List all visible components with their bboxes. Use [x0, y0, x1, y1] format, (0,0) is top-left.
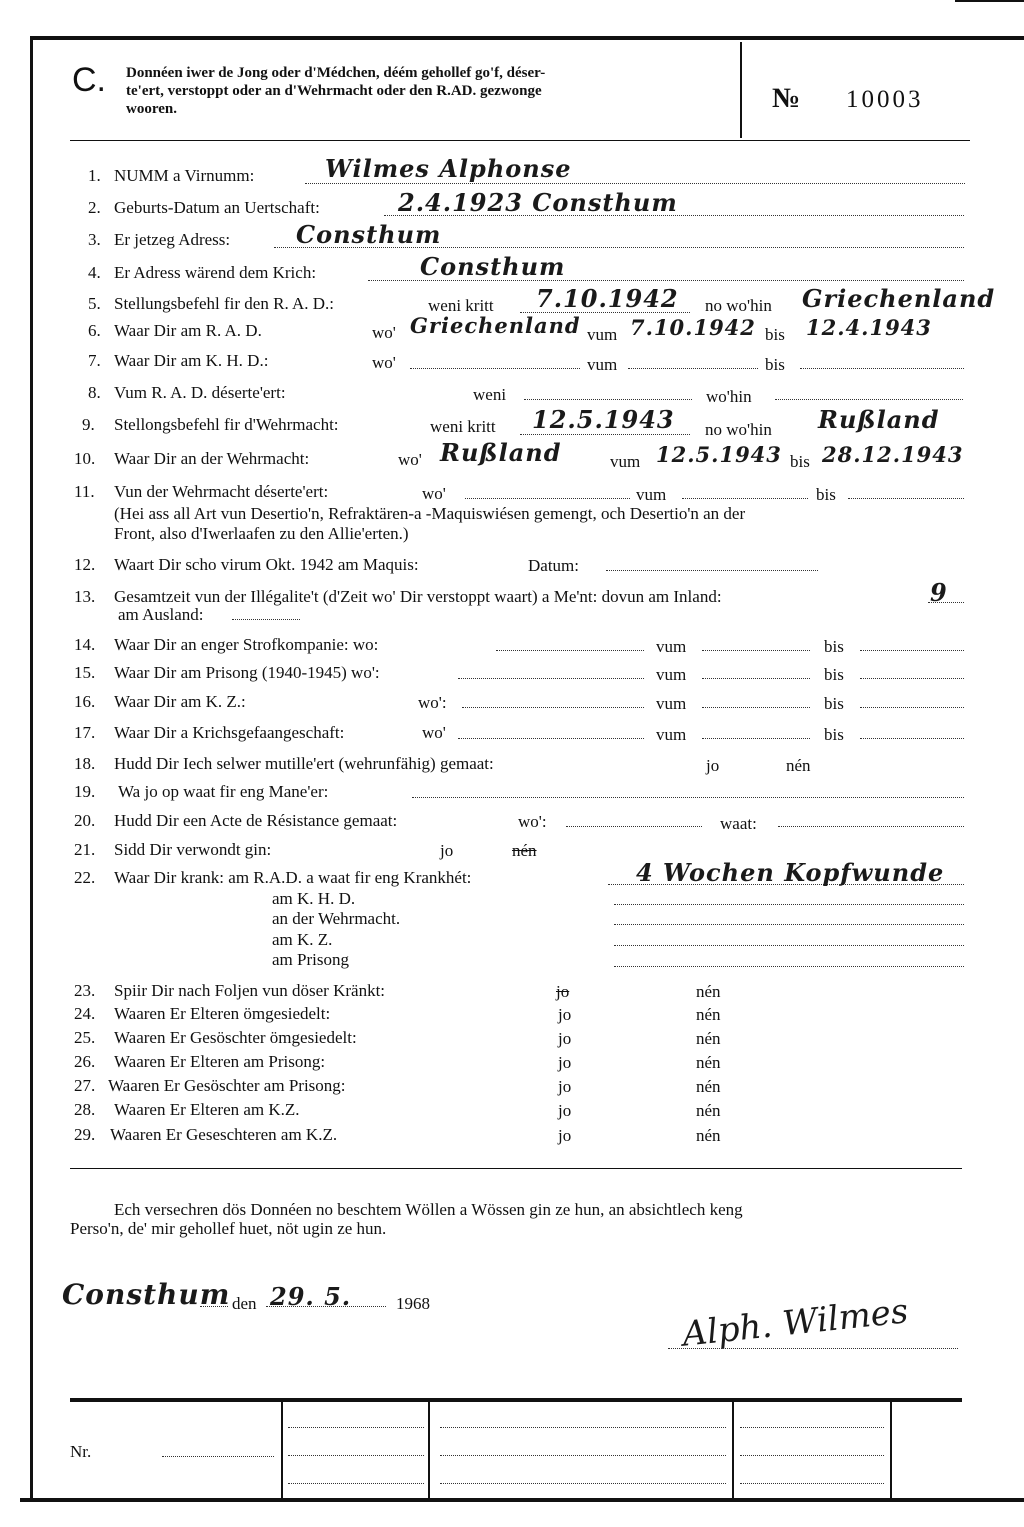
row-1-number: 1.: [88, 166, 101, 185]
header-title-1: Donnéen iwer de Jong oder d'Médchen, déém gehollef go'f, déser-: [126, 65, 546, 81]
row-9-where: Rußland: [818, 405, 940, 434]
row-13-ausland: am Ausland:: [118, 605, 204, 624]
row-7-where-field[interactable]: [410, 368, 580, 369]
declaration-rule: [70, 1168, 962, 1169]
row-10-to: 28.12.1943: [822, 442, 964, 467]
header-divider: [740, 42, 742, 138]
row-5-number: 5.: [88, 294, 101, 313]
row-21-nen[interactable]: nén: [512, 841, 537, 860]
row-26-number: 26.: [74, 1052, 96, 1071]
row-17-to-field[interactable]: [860, 738, 964, 739]
row-10-label: Waar Dir an der Wehrmacht:: [114, 449, 310, 468]
table-col-4: [890, 1402, 892, 1498]
row-23-number: 23.: [74, 981, 96, 1000]
row-11-to-field[interactable]: [848, 498, 964, 499]
row-4-label: Er Adress wärend dem Krich:: [114, 263, 317, 282]
row-26-label: Waaren Er Elteren am Prisong:: [114, 1052, 326, 1071]
row-17-from-field[interactable]: [702, 738, 810, 739]
nr-field[interactable]: [162, 1456, 274, 1457]
row-6-to: 12.4.1943: [806, 315, 932, 340]
row-22-sub-kz-field[interactable]: [614, 945, 964, 946]
footer-date: 29. 5.: [270, 1282, 352, 1311]
row-20-wo: wo':: [518, 812, 547, 831]
row-6-wo: wo': [372, 323, 396, 342]
row-8-number: 8.: [88, 383, 101, 402]
row-22-sub-wehrmacht: an der Wehrmacht.: [272, 909, 401, 928]
row-6-where: Griechenland: [410, 313, 581, 338]
row-27-nen[interactable]: nén: [696, 1077, 721, 1096]
row-13-inland-field[interactable]: [928, 602, 964, 603]
row-9-number: 9.: [82, 415, 95, 434]
row-8-weni: weni: [473, 385, 507, 404]
row-11-note-2: Front, also d'Iwerlaafen zu den Allie'erten.): [114, 524, 409, 543]
row-29-label: Waaren Er Geseschteren am K.Z.: [110, 1125, 338, 1144]
table-cell[interactable]: [440, 1455, 726, 1456]
left-border: [30, 36, 33, 1501]
row-11-number: 11.: [74, 482, 95, 501]
row-6-number: 6.: [88, 321, 101, 340]
row-11-vum: vum: [636, 485, 667, 504]
row-10-number: 10.: [74, 449, 96, 468]
row-4-value: Consthum: [420, 252, 566, 281]
row-15-to-field[interactable]: [860, 678, 964, 679]
row-7-wo: wo': [372, 353, 396, 372]
row-22-sub-khd-field[interactable]: [614, 904, 964, 905]
row-5-where: Griechenland: [802, 284, 996, 313]
row-15-bis: bis: [824, 665, 844, 684]
row-15-label: Waar Dir am Prisong (1940-1945) wo':: [114, 663, 380, 682]
row-4-number: 4.: [88, 263, 101, 282]
row-26-jo[interactable]: jo: [558, 1053, 572, 1072]
row-12-label: Waart Dir scho virum Okt. 1942 am Maquis:: [114, 555, 419, 574]
row-29-jo[interactable]: jo: [558, 1126, 572, 1145]
row-2-number: 2.: [88, 198, 101, 217]
row-20-waat: waat:: [720, 814, 757, 833]
row-11-label: Vun der Wehrmacht déserte'ert:: [114, 482, 329, 501]
row-15-vum: vum: [656, 665, 687, 684]
table-cell[interactable]: [288, 1427, 424, 1428]
row-15-number: 15.: [74, 663, 96, 682]
row-17-label: Waar Dir a Krichsgefaangeschaft:: [114, 723, 345, 742]
row-9-label: Stellongsbefehl fir d'Wehrmacht:: [114, 415, 339, 434]
row-7-bis: bis: [765, 355, 785, 374]
row-17-where-field[interactable]: [458, 738, 644, 739]
row-28-label: Waaren Er Elteren am K.Z.: [114, 1100, 300, 1119]
footer-den: den: [232, 1294, 257, 1313]
row-12-number: 12.: [74, 555, 96, 574]
row-9-where-label: no wo'hin: [705, 420, 772, 439]
row-24-number: 24.: [74, 1004, 96, 1023]
footer-place: Consthum: [62, 1278, 231, 1311]
row-11-bis: bis: [816, 485, 836, 504]
row-11-wo: wo': [422, 484, 446, 503]
row-27-label: Waaren Er Gesöschter am Prisong:: [108, 1076, 346, 1095]
row-16-number: 16.: [74, 692, 96, 711]
row-5-label: Stellungsbefehl fir den R. A. D.:: [114, 294, 335, 313]
table-cell[interactable]: [440, 1483, 726, 1484]
row-7-from-field[interactable]: [628, 368, 758, 369]
row-7-number: 7.: [88, 351, 101, 370]
row-14-bis: bis: [824, 637, 844, 656]
row-23-jo[interactable]: jo: [556, 982, 570, 1001]
row-18-label: Hudd Dir Iech selwer mutille'ert (wehrunfähig) gemaat:: [114, 754, 494, 773]
row-17-vum: vum: [656, 725, 687, 744]
row-16-from-field[interactable]: [702, 707, 810, 708]
row-6-bis: bis: [765, 325, 785, 344]
row-6-from: 7.10.1942: [630, 315, 756, 340]
declaration-line-2: Perso'n, de' mir gehollef huet, nöt ugin ze hun.: [70, 1219, 387, 1238]
row-14-where-field[interactable]: [496, 650, 644, 651]
row-16-label: Waar Dir am K. Z.:: [114, 692, 246, 711]
row-7-label: Waar Dir am K. H. D.:: [114, 351, 269, 370]
row-13-number: 13.: [74, 587, 96, 606]
row-2-label: Geburts-Datum an Uertschaft:: [114, 198, 320, 217]
header-title-3: wooren.: [126, 101, 177, 117]
row-1-field[interactable]: [305, 183, 965, 184]
table-cell[interactable]: [288, 1483, 424, 1484]
row-25-label: Waaren Er Gesöschter ömgesiedelt:: [114, 1028, 357, 1047]
table-cell[interactable]: [740, 1455, 884, 1456]
row-16-wo: wo':: [418, 693, 447, 712]
row-10-where: Rußland: [440, 438, 562, 467]
row-23-label: Spiir Dir nach Foljen vun döser Kränkt:: [114, 981, 386, 1000]
row-22-sub-kz: am K. Z.: [272, 930, 333, 949]
row-14-label: Waar Dir an enger Strofkompanie: wo:: [114, 635, 379, 654]
row-5-date: 7.10.1942: [536, 284, 679, 313]
row-15-from-field[interactable]: [702, 678, 810, 679]
row-23-nen[interactable]: nén: [696, 982, 721, 1001]
table-cell[interactable]: [440, 1427, 726, 1428]
row-19-field[interactable]: [412, 797, 964, 798]
row-10-wo: wo': [398, 450, 422, 469]
row-11-note-1: (Hei ass all Art vun Desertio'n, Refraktären-a -Maquiswiésen gemengt, och Desertio'n an der: [114, 504, 746, 523]
row-28-nen[interactable]: nén: [696, 1101, 721, 1120]
row-8-where-field[interactable]: [775, 399, 963, 400]
row-18-nen[interactable]: nén: [786, 756, 811, 775]
row-20-label: Hudd Dir een Acte de Résistance gemaat:: [114, 811, 398, 830]
footer-year: 1968: [396, 1294, 430, 1313]
table-col-3: [732, 1402, 734, 1498]
table-top-rule: [70, 1398, 962, 1402]
row-14-number: 14.: [74, 635, 96, 654]
form-number: 10003: [846, 86, 924, 113]
row-11-where-field[interactable]: [465, 498, 630, 499]
corner-mark: [955, 0, 1024, 2]
table-col-2: [428, 1402, 430, 1498]
row-22-sub-prisong: am Prisong: [272, 950, 349, 969]
row-6-vum: vum: [587, 325, 618, 344]
row-6-label: Waar Dir am R. A. D.: [114, 321, 262, 340]
row-20-what-field[interactable]: [778, 826, 964, 827]
bottom-border: [20, 1498, 1024, 1502]
header-title-2: te'ert, verstoppt oder an d'Wehrmacht oder den R.AD. gezwonge: [126, 83, 542, 99]
table-col-1: [281, 1402, 283, 1498]
row-7-vum: vum: [587, 355, 618, 374]
row-8-where-label: wo'hin: [706, 387, 752, 406]
row-24-label: Waaren Er Elteren ömgesiedelt:: [114, 1004, 331, 1023]
footer-date-field[interactable]: [266, 1306, 386, 1307]
row-16-bis: bis: [824, 694, 844, 713]
row-26-nen[interactable]: nén: [696, 1053, 721, 1072]
row-21-label: Sidd Dir verwondt gin:: [114, 840, 272, 859]
nr-label: Nr.: [70, 1442, 92, 1461]
row-22-sub-wehrmacht-field[interactable]: [614, 924, 964, 925]
row-16-where-field[interactable]: [462, 707, 644, 708]
row-27-number: 27.: [74, 1076, 96, 1095]
row-22-value: 4 Wochen Kopfwunde: [636, 858, 945, 887]
row-27-jo[interactable]: jo: [558, 1077, 572, 1096]
row-1-value: Wilmes Alphonse: [325, 154, 572, 183]
row-9-date: 12.5.1943: [532, 405, 675, 434]
top-border: [30, 36, 1024, 40]
row-14-from-field[interactable]: [702, 650, 810, 651]
row-13-ausland-field[interactable]: [232, 619, 300, 620]
number-sign: №: [772, 83, 801, 114]
row-9-date-field[interactable]: [520, 434, 690, 435]
section-letter: C.: [72, 61, 106, 99]
signature-field[interactable]: [668, 1348, 958, 1349]
row-17-wo: wo': [422, 723, 446, 742]
row-22-label: Waar Dir krank: am R.A.D. a waat fir eng Krankhét:: [114, 868, 472, 887]
row-25-jo[interactable]: jo: [558, 1029, 572, 1048]
footer-place-field[interactable]: [200, 1306, 228, 1307]
row-20-number: 20.: [74, 811, 96, 830]
row-14-vum: vum: [656, 637, 687, 656]
header-rule: [70, 140, 970, 141]
row-9-weni: weni kritt: [430, 417, 496, 436]
row-29-nen[interactable]: nén: [696, 1126, 721, 1145]
row-25-nen[interactable]: nén: [696, 1029, 721, 1048]
row-12-datum: Datum:: [528, 556, 579, 575]
row-7-to-field[interactable]: [800, 368, 964, 369]
row-5-where-label: no wo'hin: [705, 296, 772, 315]
row-28-number: 28.: [74, 1100, 96, 1119]
row-1-label: NUMM a Virnumm:: [114, 166, 255, 185]
row-3-label: Er jetzeg Adress:: [114, 230, 231, 249]
row-10-from: 12.5.1943: [656, 442, 782, 467]
signature: Alph. Wilmes: [680, 1291, 911, 1355]
row-21-number: 21.: [74, 840, 96, 859]
row-13-inland: 9: [930, 578, 948, 607]
row-28-jo[interactable]: jo: [558, 1101, 572, 1120]
row-24-jo[interactable]: jo: [558, 1005, 572, 1024]
row-19-label: Wa jo op waat fir eng Mane'er:: [118, 782, 329, 801]
row-2-value: 2.4.1923 Consthum: [398, 188, 678, 217]
row-17-bis: bis: [824, 725, 844, 744]
row-14-to-field[interactable]: [860, 650, 964, 651]
row-22-sub-prisong-field[interactable]: [614, 966, 964, 967]
row-10-bis: bis: [790, 452, 810, 471]
row-18-jo[interactable]: jo: [706, 756, 720, 775]
row-3-number: 3.: [88, 230, 101, 249]
row-29-number: 29.: [74, 1125, 96, 1144]
row-17-number: 17.: [74, 723, 96, 742]
table-cell[interactable]: [740, 1483, 884, 1484]
row-18-number: 18.: [74, 754, 96, 773]
row-3-value: Consthum: [296, 220, 442, 249]
row-16-to-field[interactable]: [860, 707, 964, 708]
row-21-jo[interactable]: jo: [440, 841, 454, 860]
table-cell[interactable]: [288, 1455, 424, 1456]
row-22-number: 22.: [74, 868, 96, 887]
declaration-line-1: Ech versechren dös Donnéen no beschtem Wöllen a Wössen gin ze hun, an absichtlech keng: [114, 1200, 743, 1219]
row-12-date-field[interactable]: [606, 570, 818, 571]
row-8-date-field[interactable]: [524, 399, 692, 400]
row-15-where-field[interactable]: [458, 678, 644, 679]
row-24-nen[interactable]: nén: [696, 1005, 721, 1024]
row-20-where-field[interactable]: [566, 826, 702, 827]
row-8-label: Vum R. A. D. déserte'ert:: [114, 383, 286, 402]
row-25-number: 25.: [74, 1028, 96, 1047]
row-5-weni: weni kritt: [428, 296, 494, 315]
row-11-from-field[interactable]: [682, 498, 808, 499]
row-10-vum: vum: [610, 452, 641, 471]
row-13-label: Gesamtzeit vun der Illégalite't (d'Zeit wo' Dir verstoppt waart) a Me'nt: dovun am Inland:: [114, 587, 722, 606]
row-16-vum: vum: [656, 694, 687, 713]
row-22-sub-khd: am K. H. D.: [272, 889, 356, 908]
row-19-number: 19.: [74, 782, 96, 801]
table-cell[interactable]: [740, 1427, 884, 1428]
